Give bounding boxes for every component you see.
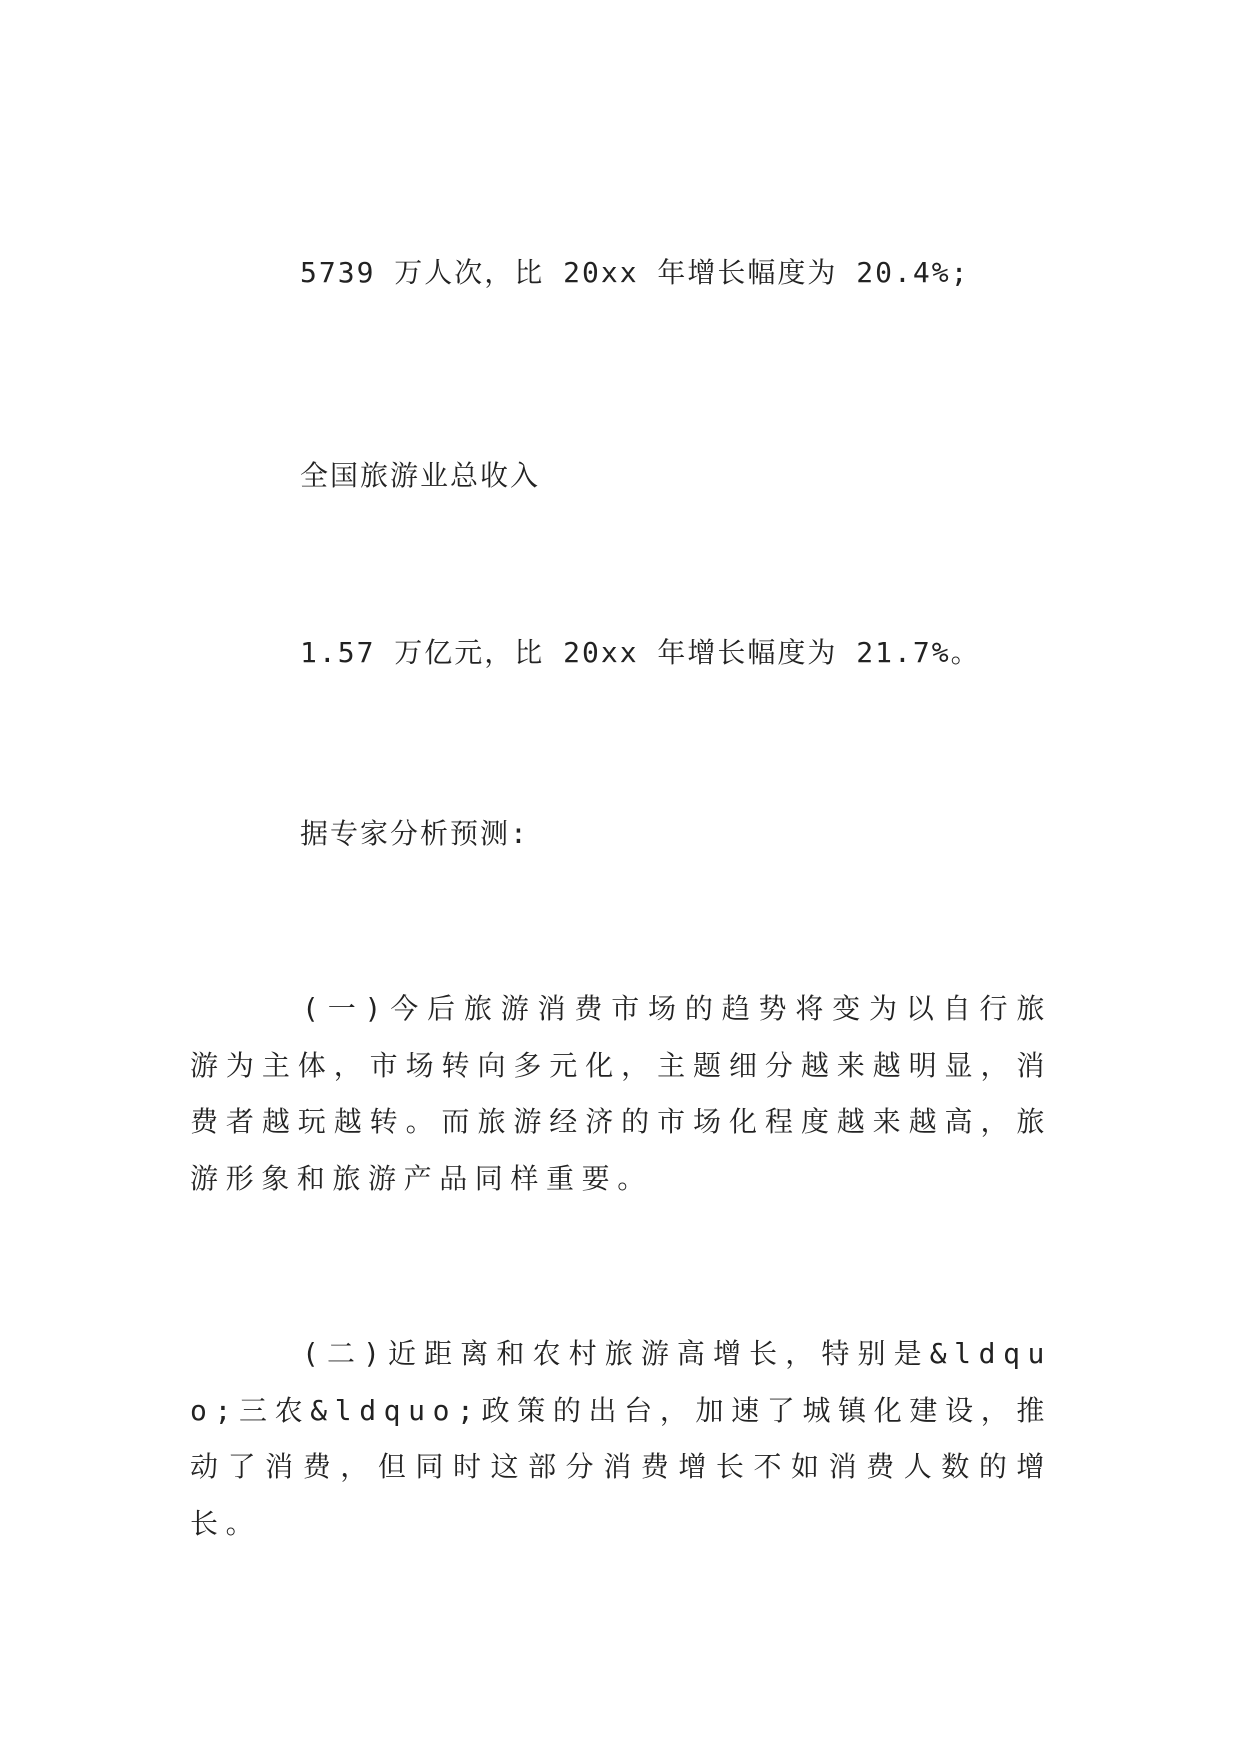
forecast-paragraph-2: (二)近距离和农村旅游高增长，特别是&ldquo;三农&ldquo;政策的出台，加速了城镇化建设，推动了消费，但同时这部分消费增长不如消费人数的增长。 xyxy=(190,1337,1052,1540)
stat-tourist-count-line: 5739 万人次，比 20xx 年增长幅度为 20.4%; xyxy=(300,256,970,289)
total-revenue-heading: 全国旅游业总收入 xyxy=(300,459,541,492)
stat-revenue-line: 1.57 万亿元，比 20xx 年增长幅度为 21.7%。 xyxy=(300,636,981,669)
forecast-paragraph-1: (一)今后旅游消费市场的趋势将变为以自行旅游为主体，市场转向多元化，主题细分越来越明显，消费者越玩越转。而旅游经济的市场化程度越来越高，旅游形象和旅游产品同样重要。 xyxy=(190,992,1052,1195)
expert-forecast-heading: 据专家分析预测: xyxy=(300,817,529,850)
